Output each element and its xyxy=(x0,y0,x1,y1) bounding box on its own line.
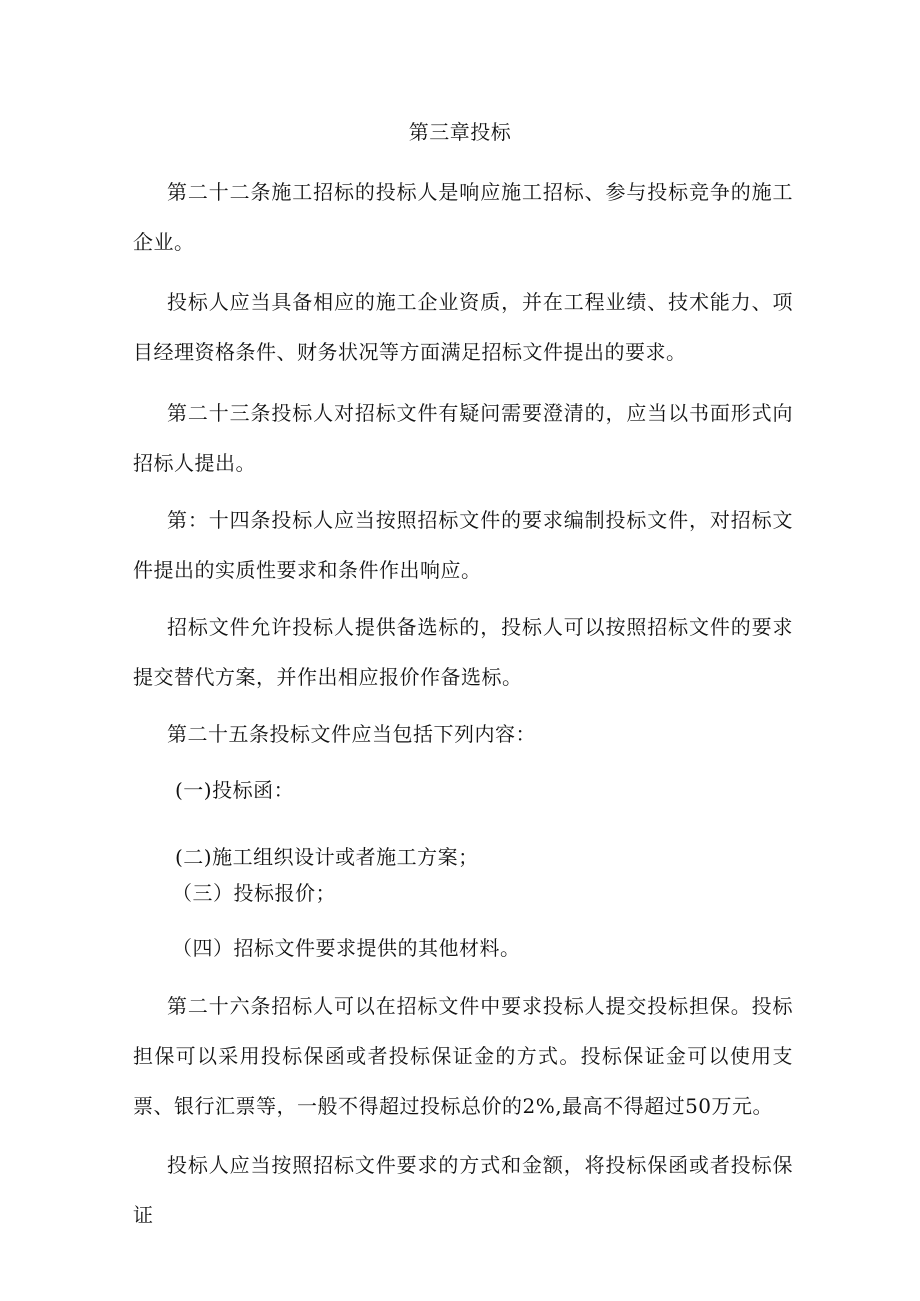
paragraph-alternative-bid: 招标文件允许投标人提供备选标的，投标人可以按照招标文件的要求提交替代方案，并作出相应报价作备选标。 xyxy=(133,615,793,689)
list-item: （四）招标文件要求提供的其他材料。 xyxy=(172,936,521,960)
chapter-title: 第三章投标 xyxy=(408,120,512,144)
list-item: (二)施工组织设计或者施工方案； xyxy=(175,845,479,869)
paragraph-article-23: 第二十三条投标人对招标文件有疑问需要澄清的，应当以书面形式向招标人提出。 xyxy=(133,401,793,475)
paragraph-article-24: 第：十四条投标人应当按照招标文件的要求编制投标文件，对招标文件提出的实质性要求和条件作出响应。 xyxy=(133,508,793,582)
paragraph-article-25: 第二十五条投标文件应当包括下列内容： xyxy=(167,722,536,746)
paragraph-article-26: 第二十六条招标人可以在招标文件中要求投标人提交投标担保。投标担保可以采用投标保函或者投标保证金的方式。投标保证金可以使用支票、银行汇票等，一般不得超过投标总价的2%,最高不得超过50万元。 xyxy=(133,994,793,1118)
paragraph-article-22: 第二十二条施工招标的投标人是响应施工招标、参与投标竞争的施工企业。 xyxy=(133,180,793,254)
list-item: (一)投标函： xyxy=(175,778,295,802)
paragraph-bidder-qualification: 投标人应当具备相应的施工企业资质，并在工程业绩、技术能力、项目经理资格条件、财务状况等方面满足招标文件提出的要求。 xyxy=(133,290,793,364)
list-item: （三）投标报价； xyxy=(172,881,336,905)
paragraph-bid-guarantee: 投标人应当按照招标文件要求的方式和金额，将投标保函或者投标保证 xyxy=(133,1153,793,1227)
